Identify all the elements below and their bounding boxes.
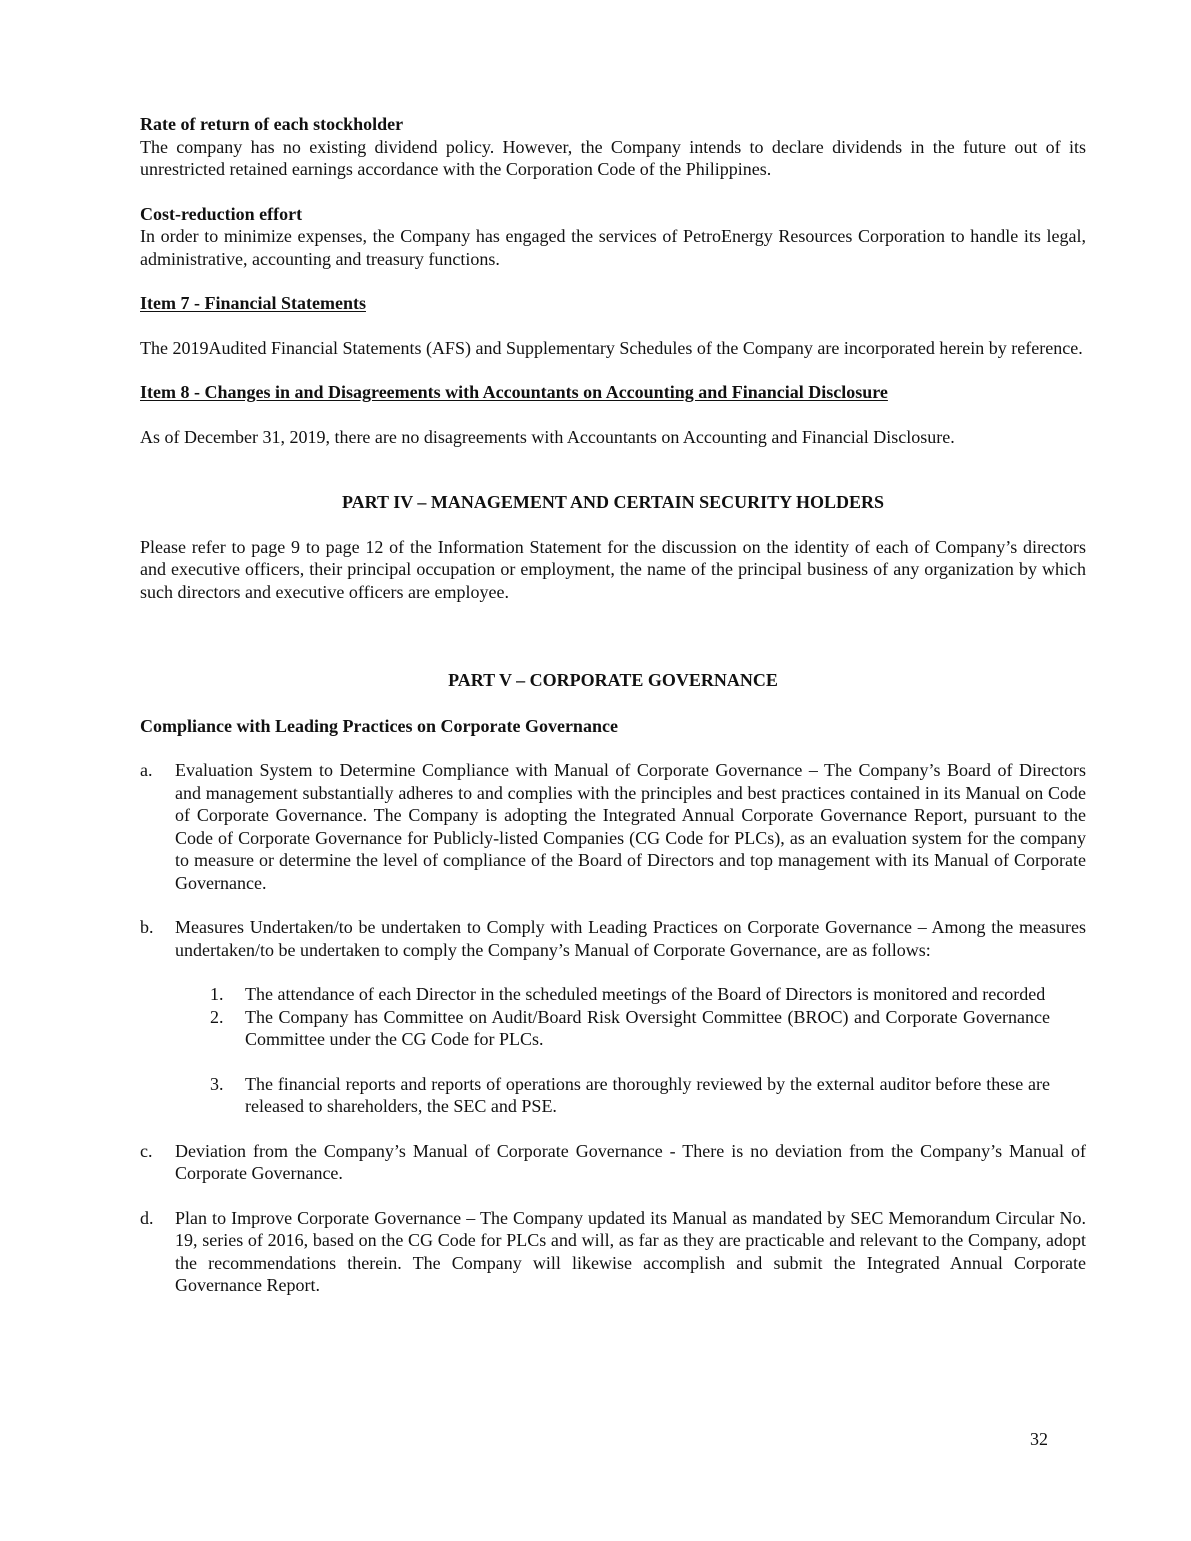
sub-item-number: 1.: [210, 984, 224, 1004]
list-item-label: c.: [140, 1140, 153, 1161]
document-page: [140, 113, 1086, 1297]
sub-item-text: The Company has Committee on Audit/Board Risk Oversight Committee (BROC) and Corporate Governance Committee under the CG Code for PLCs.: [245, 1006, 1050, 1049]
cost-reduction-text: In order to minimize expenses, the Company has engaged the services of PetroEnergy Resources Corporation to handle its legal, administrative, accounting and treasury functions.: [140, 226, 1086, 269]
list-item-label: a.: [140, 760, 153, 780]
sub-item-text: The attendance of each Director in the scheduled meetings of the Board of Directors is monitored and recorded: [245, 984, 1046, 1004]
item7-heading: Item 7 - Financial Statements: [140, 293, 366, 313]
cost-reduction-heading: Cost-reduction effort: [140, 203, 303, 224]
part4-text: Please refer to page 9 to page 12 of the Information Statement for the discussion on the identity of each of Company’s directors and executive officers, their principal occupation or employment, the name of the principal business of any organization by which such directors and executive officers are employee.: [140, 536, 1086, 602]
list-item-label: b.: [140, 917, 154, 937]
sub-item-2: [140, 1006, 1050, 1051]
sub-item-3: [140, 1073, 1050, 1118]
list-item-b: [140, 916, 1086, 961]
page-number: 32: [1030, 1429, 1048, 1449]
item8-text: As of December 31, 2019, there are no disagreements with Accountants on Accounting and Financial Disclosure.: [140, 426, 955, 447]
list-item-a: [140, 759, 1086, 894]
list-item-text: Evaluation System to Determine Compliance with Manual of Corporate Governance – The Company’s Board of Directors and management substantially adheres to and complies with the principles and best practices contained in its Manual on Code of Corporate Governance. The Company is adopting the Integrated Annual Corporate Governance Report, pursuant to the Code of Corporate Governance for Publicly-listed Companies (CG Code for PLCs), as an evaluation system for the company to measure or determine the level of compliance of the Board of Directors and top management with its Manual of Corporate Governance.: [175, 760, 1086, 893]
list-item-c: [140, 1140, 1086, 1185]
sub-item-number: 2.: [210, 1006, 224, 1027]
sub-item-1: [140, 983, 1050, 1006]
part4-heading: PART IV – MANAGEMENT AND CERTAIN SECURITY HOLDERS: [342, 492, 884, 512]
item8-heading: Item 8 - Changes in and Disagreements with Accountants on Accounting and Financial Disclosure: [140, 382, 888, 402]
item7-text: The 2019Audited Financial Statements (AFS) and Supplementary Schedules of the Company are incorporated herein by reference.: [140, 337, 1083, 358]
list-item-label: d.: [140, 1207, 154, 1228]
sub-item-text: The financial reports and reports of operations are thoroughly reviewed by the external auditor before these are released to shareholders, the SEC and PSE.: [245, 1073, 1050, 1116]
list-item-text: Deviation from the Company’s Manual of Corporate Governance - There is no deviation from the Company’s Manual of Corporate Governance.: [175, 1140, 1086, 1183]
part5-heading: PART V – CORPORATE GOVERNANCE: [448, 670, 778, 690]
list-item-d: [140, 1207, 1086, 1297]
list-item-text: Measures Undertaken/to be undertaken to Comply with Leading Practices on Corporate Governance – Among the measures undertaken/to be undertaken to comply the Company’s Manual of Corporate Governance, are as follows:: [175, 917, 1086, 960]
rate-of-return-text: The company has no existing dividend policy. However, the Company intends to declare dividends in the future out of its unrestricted retained earnings accordance with the Corporation Code of the Philippines.: [140, 136, 1086, 179]
sub-item-number: 3.: [210, 1073, 224, 1094]
rate-of-return-heading: Rate of return of each stockholder: [140, 114, 404, 134]
list-item-text: Plan to Improve Corporate Governance – The Company updated its Manual as mandated by SEC Memorandum Circular No. 19, series of 2016, based on the CG Code for PLCs and will, as far as they are practicable and relevant to the Company, adopt the recommendations therein. The Company will likewise accomplish and submit the Integrated Annual Corporate Governance Report.: [175, 1207, 1086, 1295]
compliance-heading: Compliance with Leading Practices on Corporate Governance: [140, 715, 618, 736]
